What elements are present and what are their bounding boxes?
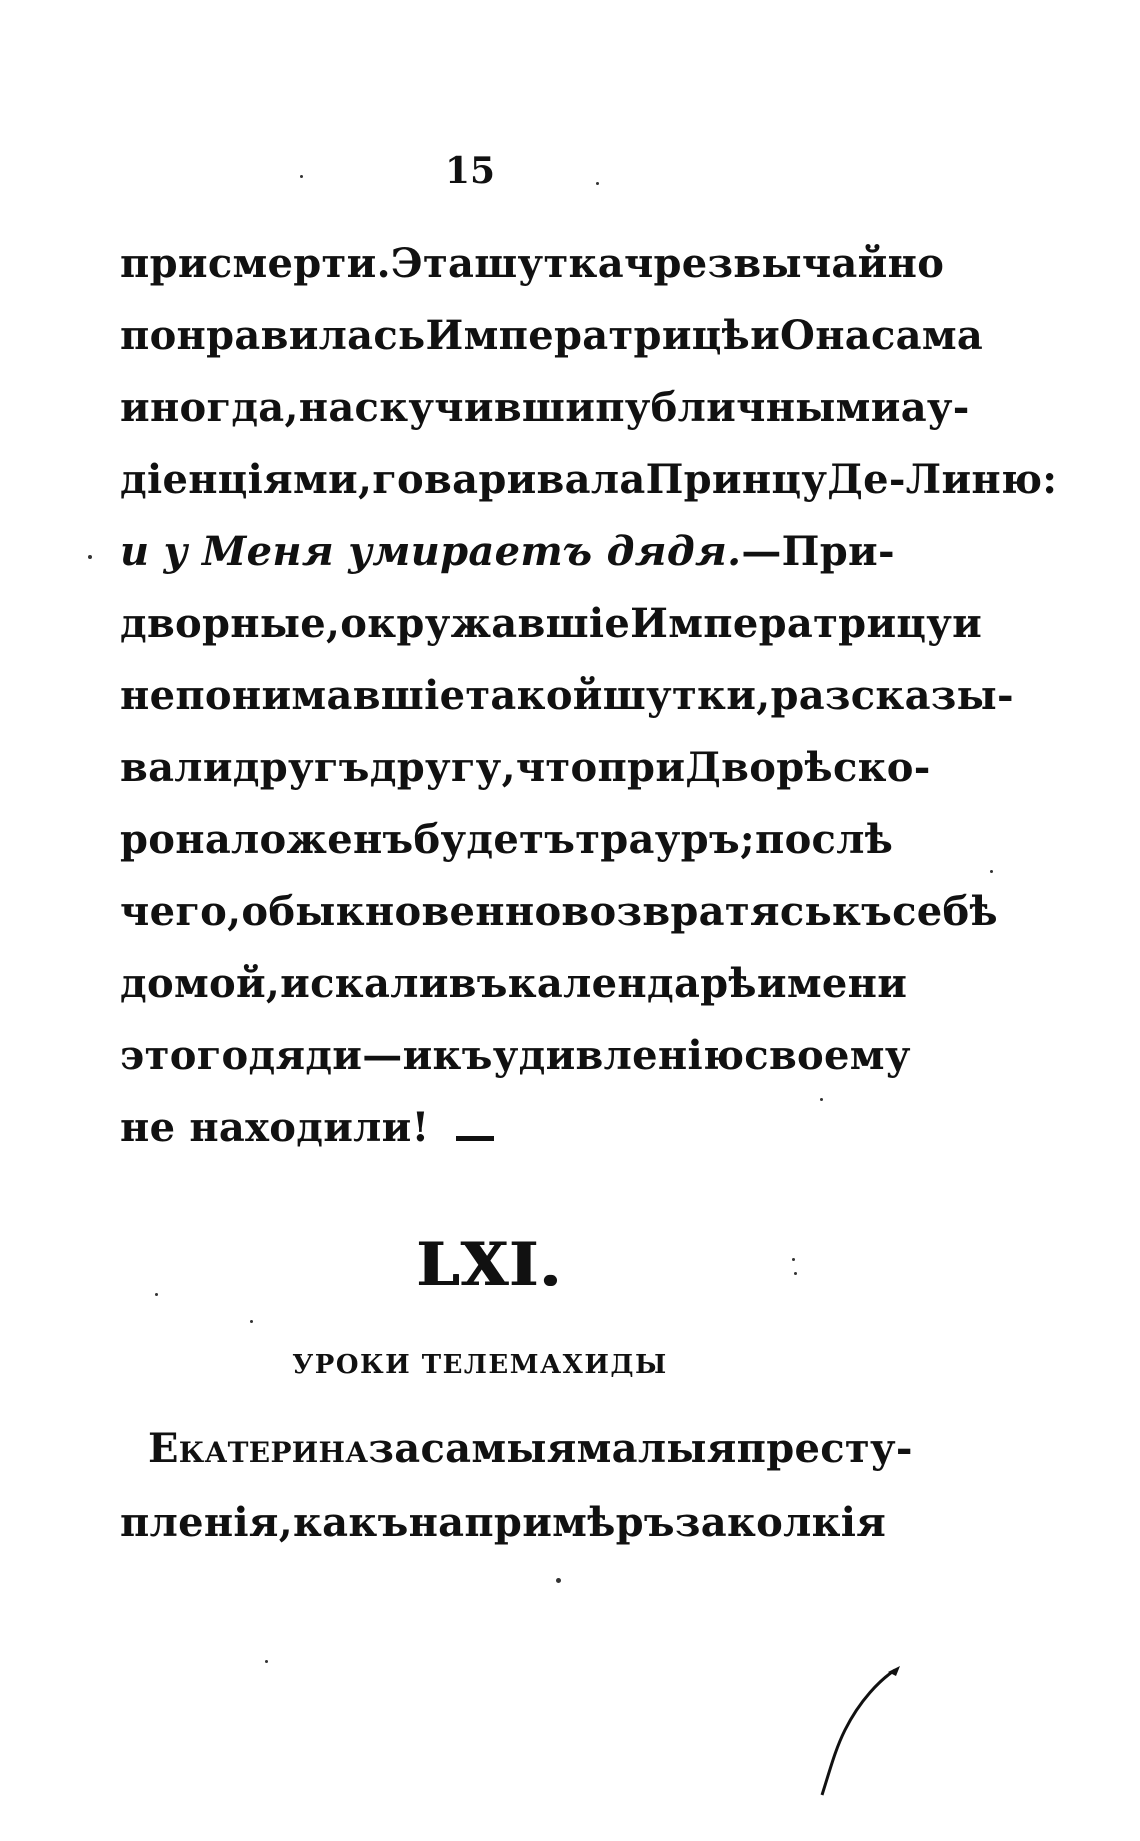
word: этого: [120, 1032, 249, 1079]
text-line: [120, 948, 908, 1020]
word: въ: [448, 960, 508, 1007]
word: окружавшіе: [340, 600, 631, 647]
word: дворные,: [120, 600, 341, 647]
word: Принцу: [645, 456, 828, 503]
text-line: [120, 732, 931, 804]
word: себѣ: [892, 888, 998, 935]
word: календарѣ: [507, 960, 757, 1007]
speck: [990, 870, 993, 873]
speck: [155, 1293, 158, 1296]
pen-mark: [800, 1660, 920, 1810]
word: возвратясь: [561, 888, 832, 935]
word: публичными: [595, 384, 901, 431]
word: чего,: [120, 888, 242, 935]
word: къ: [831, 888, 893, 935]
word: на: [408, 1499, 465, 1546]
word: другъ: [232, 744, 370, 791]
word: самыя: [420, 1425, 577, 1472]
word: ско-: [832, 744, 931, 791]
speck: [794, 1272, 797, 1275]
text-line: [120, 876, 998, 948]
text-line: [120, 228, 945, 300]
text-line: [120, 1092, 845, 1164]
text-line: [120, 660, 1014, 732]
word: за: [368, 1425, 421, 1472]
word: Дворѣ: [685, 744, 833, 791]
word: домой,: [120, 960, 281, 1007]
word: дяди: [248, 1032, 363, 1079]
word: удивленію: [492, 1032, 745, 1079]
word: При-: [781, 528, 895, 575]
word: наложенъ: [175, 816, 414, 863]
word: понимавшіе: [175, 672, 466, 719]
word: и: [402, 1032, 433, 1079]
speck: [88, 555, 92, 559]
chapter-numeral: LXI.: [417, 1230, 563, 1300]
chapter-paragraph: [120, 1412, 913, 1560]
word: и: [952, 600, 983, 647]
word: наскучивши: [298, 384, 596, 431]
word: смерти.: [207, 240, 391, 287]
text-line: [148, 1412, 913, 1486]
word: Эта: [390, 240, 475, 287]
word: другу,: [369, 744, 516, 791]
speck: [556, 1578, 561, 1583]
word: пленія,: [120, 1499, 293, 1546]
chapter-title: УРОКИ ТЕЛЕМАХИДЫ: [292, 1350, 668, 1380]
text-line: [120, 804, 894, 876]
page-number: 15: [444, 150, 496, 192]
word: что: [515, 744, 598, 791]
section-separator: [456, 1136, 494, 1141]
word: шутка: [474, 240, 624, 287]
word: престу-: [736, 1425, 913, 1472]
text-line: [120, 588, 983, 660]
word: такой: [465, 672, 603, 719]
word: иногда,: [120, 384, 299, 431]
speck: [300, 175, 303, 178]
speck: [250, 1320, 253, 1323]
word: діенціями,: [120, 456, 373, 503]
word: Императрицѣ: [425, 312, 751, 359]
first-word: Екатерина: [148, 1425, 369, 1472]
word: —: [741, 528, 782, 575]
paragraph: [120, 228, 1058, 1164]
word: колкія: [726, 1499, 887, 1546]
word: и: [750, 312, 781, 359]
word: шутки,: [602, 672, 771, 719]
word: сама: [871, 312, 984, 359]
word: находили!: [189, 1104, 430, 1151]
text-line: [120, 300, 984, 372]
word: понравилась: [120, 312, 426, 359]
word: вали: [120, 744, 233, 791]
word: малыя: [576, 1425, 737, 1472]
word: трауръ;: [575, 816, 755, 863]
speck: [792, 1258, 795, 1261]
word: разсказы-: [770, 672, 1014, 719]
word: искали: [280, 960, 449, 1007]
word: къ: [432, 1032, 493, 1079]
text-line: [120, 372, 970, 444]
word: говаривала: [372, 456, 646, 503]
word: какъ: [292, 1499, 409, 1546]
word: примѣръ: [464, 1499, 675, 1546]
word: своему: [744, 1032, 911, 1079]
word: при: [120, 240, 208, 287]
word: будетъ: [413, 816, 576, 863]
word: ро: [120, 816, 176, 863]
word: имени: [756, 960, 908, 1007]
word: и у Меня умираетъ дядя.: [120, 528, 742, 575]
word: —: [362, 1032, 403, 1079]
text-line: [120, 1020, 911, 1092]
word: Императрицу: [630, 600, 953, 647]
word: не: [120, 1104, 176, 1151]
word: за: [674, 1499, 727, 1546]
word: чрезвычайно: [623, 240, 945, 287]
word: Она: [780, 312, 871, 359]
word: послѣ: [755, 816, 894, 863]
word: при: [597, 744, 686, 791]
text-line: [120, 1486, 887, 1560]
word: не: [120, 672, 176, 719]
word: Де-Линю:: [827, 456, 1058, 503]
text-line: [120, 516, 895, 588]
speck: [265, 1660, 268, 1663]
speck: [596, 182, 599, 185]
word: ау-: [900, 384, 970, 431]
word: обыкновенно: [241, 888, 562, 935]
speck: [820, 1098, 823, 1101]
text-line: [120, 444, 1058, 516]
